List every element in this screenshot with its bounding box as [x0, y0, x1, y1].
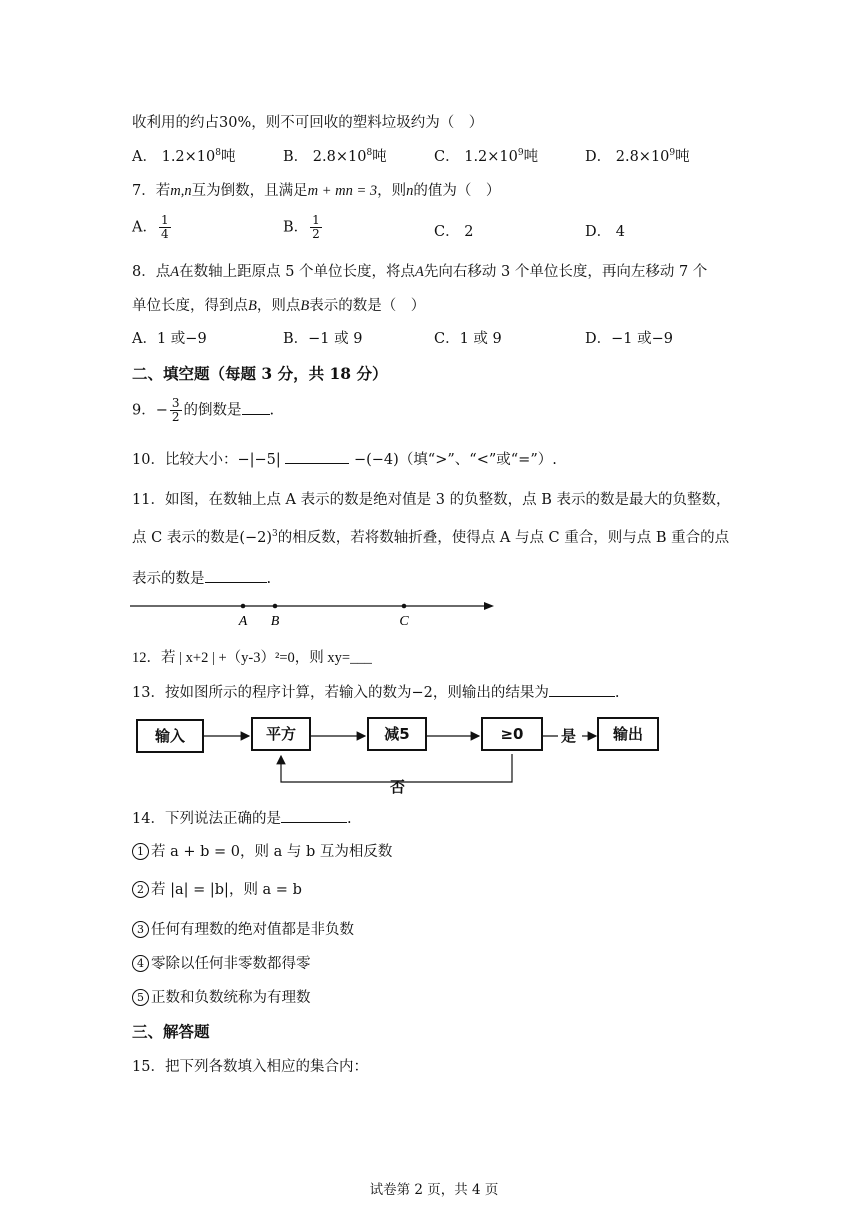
q14-item-5: 5 正数和负数统称为有理数: [132, 988, 311, 1008]
q6-option-d: D． $2.8\times 10^9$吨: [585, 148, 690, 165]
section-2-heading: 二、填空题（每题 3 分，共 18 分）: [132, 364, 388, 383]
q14-item-2: 2 若 |a| = |b|，则 a = b: [132, 880, 302, 900]
flow-check-box: ≥0: [481, 717, 543, 751]
section-3-heading: 三、解答题: [132, 1022, 210, 1041]
q14-item-1: 1 若 a + b = 0，则 a 与 b 互为相反数: [132, 842, 392, 862]
q12: 12．若 | x+2 | +（y-3）²=0，则 xy=___: [132, 650, 372, 666]
q11-line1: 11．如图，在数轴上点 A 表示的数是绝对值是 3 的负整数，点 B 表示的数是最大的负整数，: [132, 492, 731, 508]
flow-minus5-box: 减5: [367, 717, 427, 751]
q14-item-3: 3 任何有理数的绝对值都是非负数: [132, 920, 354, 940]
q8-option-a: A．1 或−9: [132, 331, 207, 347]
q7-option-b: B． $\frac{1}{2}$: [283, 213, 320, 241]
flow-output-box: 输出: [597, 717, 659, 751]
q6-continuation: 收利用的约占30%，则不可回收的塑料垃圾约为（ ）: [132, 115, 484, 131]
q8-option-d: D．−1 或−9: [585, 331, 673, 347]
flow-yes-label: 是: [561, 727, 577, 745]
number-line-arrow: [484, 602, 494, 610]
point-c-dot: [402, 604, 407, 609]
point-b-label: B: [270, 614, 280, 629]
flow-square-box: 平方: [251, 717, 311, 751]
q13-stem: 13．按如图所示的程序计算，若输入的数为−2，则输出的结果为 .: [132, 682, 619, 703]
q7-option-d: D． 4: [585, 224, 625, 240]
q8-stem-line2: 单位长度，得到点B，则点B表示的数是（ ）: [132, 298, 426, 314]
point-c-label: C: [399, 614, 409, 629]
q11-line3: 表示的数是 .: [132, 568, 271, 589]
page-footer: 试卷第 2 页，共 4 页: [369, 1182, 499, 1198]
q6-option-c: C． $1.2\times 10^9$吨: [434, 148, 539, 165]
q8-option-b: B．−1 或 9: [283, 331, 363, 347]
q11-line2: 点 C 表示的数是$(-2)^3$的相反数，若将数轴折叠，使得点 A 与点 C 重合，则与点 B 重合的点: [132, 529, 730, 546]
number-line: [128, 596, 500, 632]
q14-stem: 14．下列说法正确的是 .: [132, 808, 352, 829]
q6-option-b: B． $2.8\times 10^8$吨: [283, 148, 387, 165]
point-b-dot: [273, 604, 278, 609]
q6-option-a: A． $1.2\times 10^8$吨: [132, 148, 236, 165]
flow-input-box: 输入: [136, 719, 204, 753]
q8-stem-line1: 8．点A在数轴上距原点 5 个单位长度，将点A先向右移动 3 个单位长度，再向左移动 7 个: [132, 264, 708, 280]
point-a-label: A: [238, 614, 248, 629]
q7-stem: 7．若m,n互为倒数，且满足m + mn = 3，则n的值为（ ）: [132, 183, 501, 199]
q14-item-4: 4 零除以任何非零数都得零: [132, 954, 311, 974]
point-a-dot: [241, 604, 246, 609]
q8-option-c: C．1 或 9: [434, 331, 502, 347]
q9: 9．− $\frac{3}{2}$ 的倒数是 .: [132, 396, 275, 424]
flow-no-label: 否: [390, 778, 406, 796]
q7-option-a: A． $\frac{1}{4}$: [132, 213, 169, 241]
q10: 10．比较大小：−|−5| −(−4)（填“>”、“<”或“=”）.: [132, 449, 557, 470]
q7-option-c: C． 2: [434, 224, 474, 240]
q15-stem: 15．把下列各数填入相应的集合内：: [132, 1059, 368, 1075]
